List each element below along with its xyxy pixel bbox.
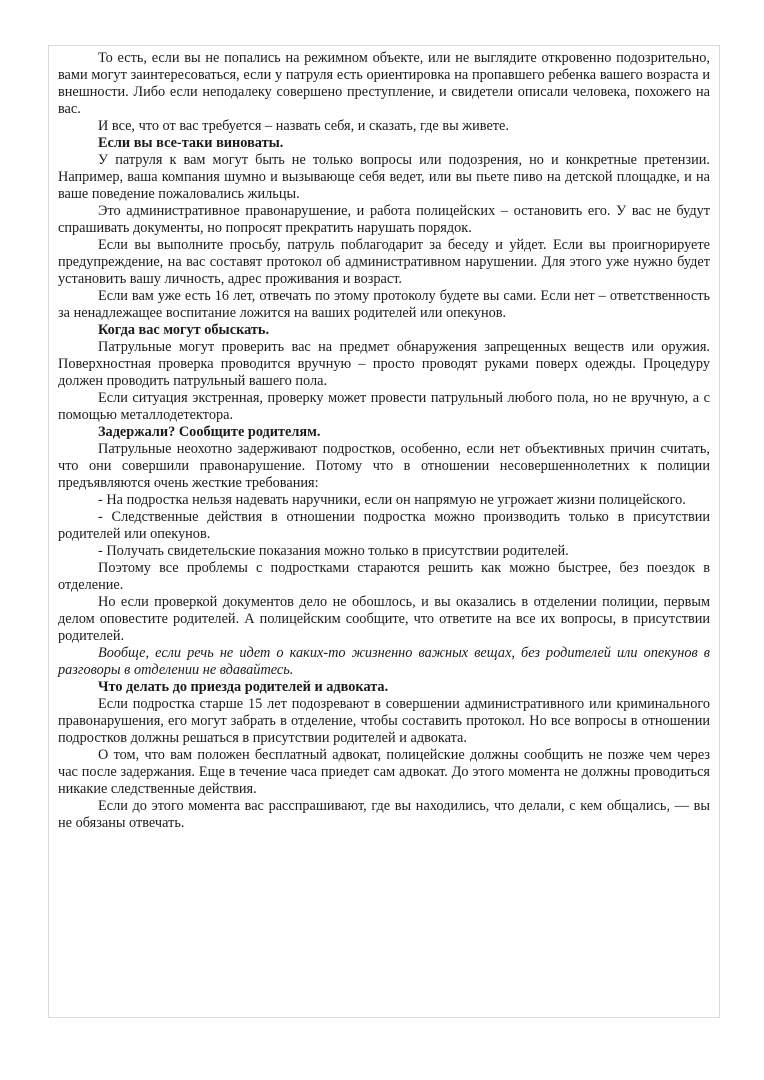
paragraph: Это административное правонарушение, и работа полицейских – остановить его. У вас не будут спрашивать документы, но попросят прекратить нарушать порядок. <box>58 203 710 236</box>
paragraph: Патрульные могут проверить вас на предмет обнаружения запрещенных веществ или оружия. Поверхностная проверка проводится вручную – просто проводят руками поверх одежды. Процедуру должен проводить патрульный вашего пола. <box>58 339 710 389</box>
paragraph: И все, что от вас требуется – назвать себя, и сказать, где вы живете. <box>98 118 509 134</box>
paragraph: Вообще, если речь не идет о каких-то жизненно важных вещах, без родителей или опекунов в разговоры в отделении не вдавайтесь. <box>58 645 710 678</box>
section-heading: Если вы все-таки виноваты. <box>98 135 284 151</box>
list-item: - Следственные действия в отношении подростка можно производить только в присутствии родителей или опекунов. <box>58 509 710 542</box>
paragraph: Если подростка старше 15 лет подозревают в совершении административного или криминального правонарушения, его могут забрать в отделение, чтобы составить протокол. Но все вопросы в отношении подростков должны решаться в присутствии родителей и адвоката. <box>58 696 710 746</box>
paragraph: Но если проверкой документов дело не обошлось, и вы оказались в отделении полиции, первым делом оповестите родителей. А полицейским сообщите, что ответите на все их вопросы, в присутствии родителей. <box>58 594 710 644</box>
paragraph: Патрульные неохотно задерживают подростков, особенно, если нет объективных причин считать, что они совершили правонарушение. Потому что в отношении несовершеннолетних к полиции предъявляются очень жесткие требования: <box>58 441 710 491</box>
section-heading: Что делать до приезда родителей и адвоката. <box>98 679 389 695</box>
section-heading: Когда вас могут обыскать. <box>98 322 270 338</box>
paragraph: То есть, если вы не попались на режимном объекте, или не выглядите откровенно подозрительно, вами могут заинтересоваться, если у патруля есть ориентировка на пропавшего ребенка вашего возраста и внешности. Либо если неподалеку совершено преступление, и свидетели описали человека, похожего на вас. <box>58 50 710 117</box>
paragraph: Поэтому все проблемы с подростками стараются решить как можно быстрее, без поездок в отделение. <box>58 560 710 593</box>
list-item: - На подростка нельзя надевать наручники, если он напрямую не угрожает жизни полицейского. <box>98 492 686 508</box>
paragraph: У патруля к вам могут быть не только вопросы или подозрения, но и конкретные претензии. Например, ваша компания шумно и вызывающе себя ведет, или вы пьете пиво на детской площадке, и на ваше поведение пожаловались жильцы. <box>58 152 710 202</box>
paragraph: Если вы выполните просьбу, патруль поблагодарит за беседу и уйдет. Если вы проигнорируете предупреждение, на вас составят протокол об административном нарушении. Для этого уже нужно будет установить вашу личность, адрес проживания и возраст. <box>58 237 710 287</box>
paragraph: Если вам уже есть 16 лет, отвечать по этому протоколу будете вы сами. Если нет – ответственность за ненадлежащее воспитание ложится на ваших родителей или опекунов. <box>58 288 710 321</box>
paragraph: Если ситуация экстренная, проверку может провести патрульный любого пола, но не вручную, а с помощью металлодетектора. <box>58 390 710 423</box>
paragraph: О том, что вам положен бесплатный адвокат, полицейские должны сообщить не позже чем через час после задержания. Еще в течение часа приедет сам адвокат. До этого момента не должны проводиться никакие следственные действия. <box>58 747 710 797</box>
document-page <box>48 45 720 1018</box>
section-heading: Задержали? Сообщите родителям. <box>98 424 321 440</box>
list-item: - Получать свидетельские показания можно только в присутствии родителей. <box>98 543 569 559</box>
paragraph: Если до этого момента вас расспрашивают, где вы находились, что делали, с кем общались, — вы не обязаны отвечать. <box>58 798 710 831</box>
